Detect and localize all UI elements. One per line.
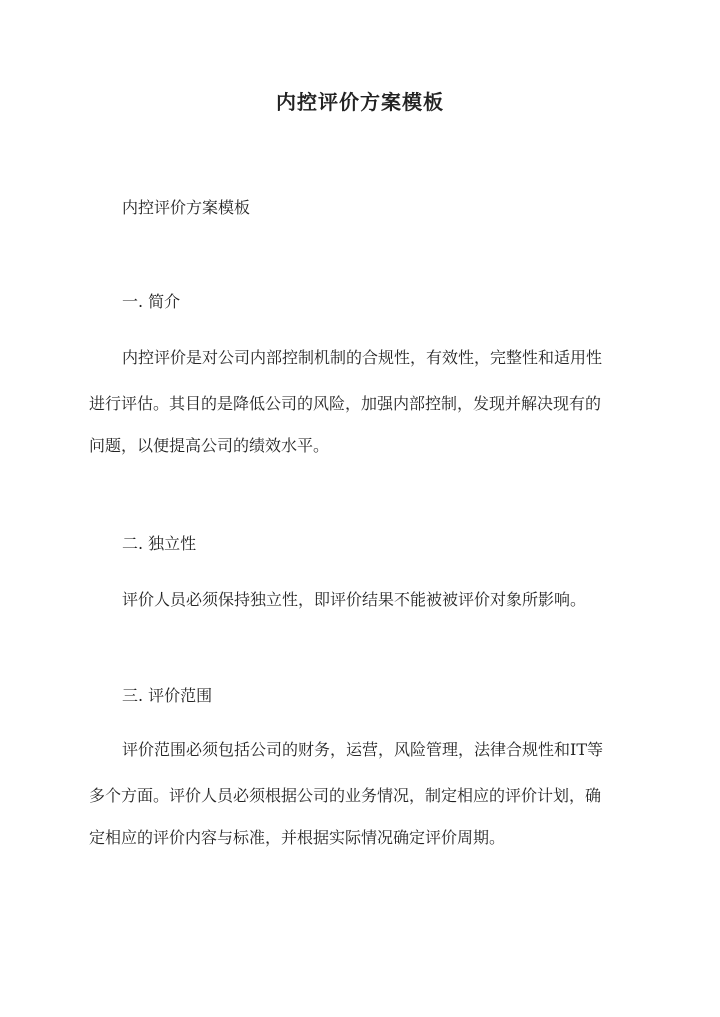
document-subtitle: 内控评价方案模板 <box>122 198 251 217</box>
paragraph-line: 定相应的评价内容与标准，并根据实际情况确定评价周期。 <box>89 828 506 847</box>
paragraph-line: 多个方面。评价人员必须根据公司的业务情况，制定相应的评价计划，确 <box>89 786 602 805</box>
paragraph-line: 评价范围必须包括公司的财务，运营，风险管理，法律合规性和IT等 <box>122 740 603 759</box>
section-heading-intro: 一. 简介 <box>122 292 181 311</box>
section-heading-independence: 二. 独立性 <box>122 534 197 553</box>
paragraph-line: 进行评估。其目的是降低公司的风险，加强内部控制，发现并解决现有的 <box>89 394 602 413</box>
paragraph-line: 评价人员必须保持独立性，即评价结果不能被被评价对象所影响。 <box>122 590 587 609</box>
paragraph-line: 内控评价是对公司内部控制机制的合规性，有效性，完整性和适用性 <box>122 348 603 367</box>
section-heading-scope: 三. 评价范围 <box>122 686 213 705</box>
document-title: 内控评价方案模板 <box>276 90 444 114</box>
paragraph-line: 问题，以便提高公司的绩效水平。 <box>89 436 330 455</box>
